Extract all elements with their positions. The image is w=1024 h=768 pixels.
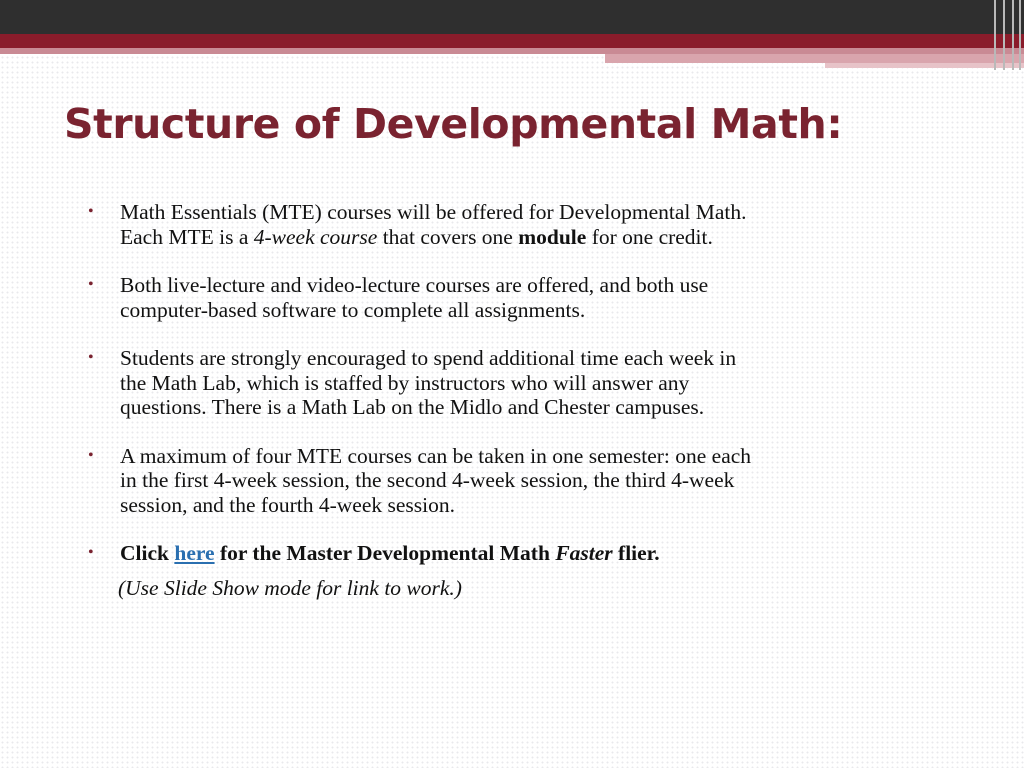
bullet-marker: • xyxy=(88,203,94,220)
bullet-line xyxy=(120,541,968,566)
bullet-marker: • xyxy=(88,446,94,464)
text-run: for one credit. xyxy=(586,224,713,249)
decor-vertical-line xyxy=(994,0,996,70)
bullet-list xyxy=(88,200,968,566)
bullet-line: the Math Lab, which is staffed by instructors who will answer any xyxy=(120,370,690,395)
bullet-line: questions. There is a Math Lab on the Midlo and Chester campuses. xyxy=(120,395,705,419)
bullet-line: Both live-lecture and video-lecture courses are offered, and both use xyxy=(120,273,709,297)
text-run: Each MTE is a xyxy=(120,224,254,249)
slide-title: Structure of Developmental Math: xyxy=(64,100,843,148)
text-run: flier. xyxy=(612,541,660,565)
top-dark-bar xyxy=(0,0,1024,34)
bullet-item xyxy=(88,346,968,420)
bullet-line xyxy=(120,225,968,250)
bullet-item xyxy=(88,541,968,566)
text-run: for the Master Developmental Math xyxy=(214,541,556,565)
bullet-line: Students are strongly encouraged to spend additional time each week in xyxy=(120,346,737,370)
bullet-item xyxy=(88,273,968,322)
top-accent-band xyxy=(0,34,1024,48)
link-note: (Use Slide Show mode for link to work.) xyxy=(118,576,462,600)
decor-vertical-line xyxy=(1003,0,1005,70)
bold-text: module xyxy=(518,224,587,249)
bullet-item xyxy=(88,444,968,518)
bullet-line: in the first 4-week session, the second 4-week session, the third 4-week xyxy=(120,468,735,492)
bullet-line: Math Essentials (MTE) courses will be offered for Developmental Math. xyxy=(120,200,747,224)
bullet-marker: • xyxy=(88,544,94,561)
bullet-line: session, and the fourth 4-week session. xyxy=(120,492,455,517)
here-link[interactable]: here xyxy=(174,541,215,565)
decor-vertical-line xyxy=(1019,0,1021,70)
emphasis-text: Faster xyxy=(555,541,613,565)
bullet-marker: • xyxy=(88,276,94,293)
bullet-line: A maximum of four MTE courses can be taken in one semester: one each xyxy=(120,443,752,468)
text-run: that covers one xyxy=(377,224,519,249)
emphasis-text: 4-week course xyxy=(253,224,378,249)
decor-vertical-line xyxy=(1012,0,1014,70)
accent-stripe-right xyxy=(605,54,1024,63)
bullet-line: computer-based software to complete all assignments. xyxy=(120,297,586,322)
bullet-marker: • xyxy=(88,349,94,366)
bullet-item xyxy=(88,200,968,249)
text-run: Click xyxy=(120,541,175,565)
